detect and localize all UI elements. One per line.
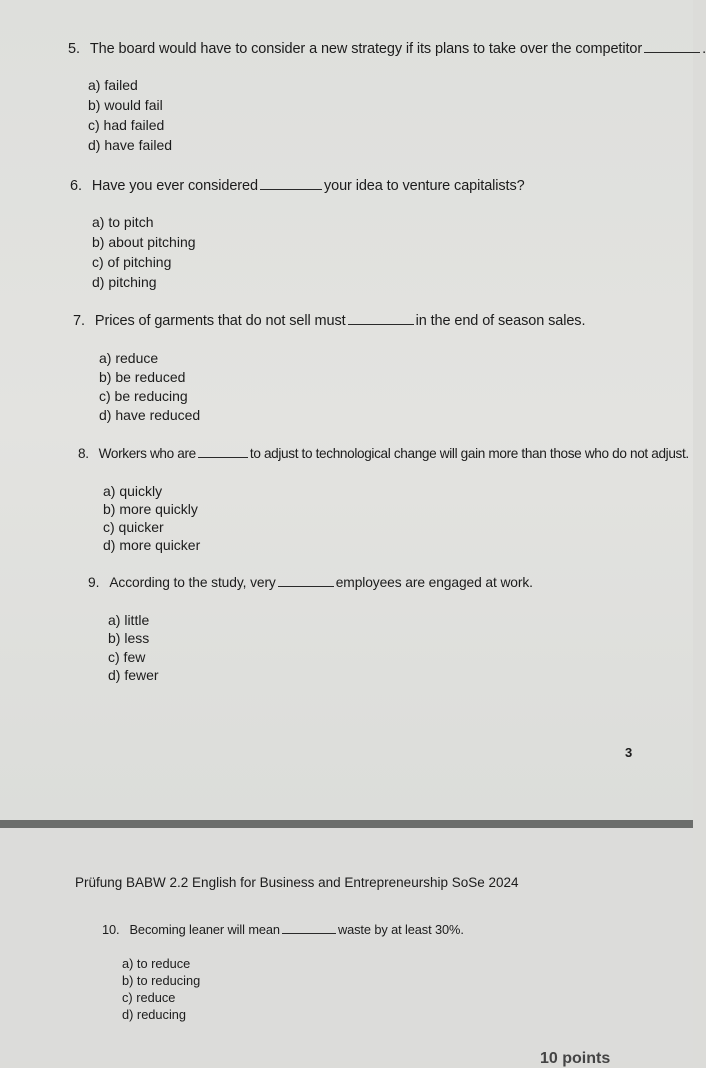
option-b: b) more quickly [103, 501, 198, 517]
answer-blank [348, 312, 414, 325]
option-d: d) more quicker [103, 537, 201, 553]
question-text-before: Becoming leaner will mean [129, 922, 280, 937]
question-text-after: employees are engaged at work. [335, 575, 533, 590]
option-b: b) would fail [88, 97, 163, 113]
question-number: 9. [88, 575, 100, 590]
question-5 [68, 40, 706, 57]
second-page [0, 828, 693, 1067]
option-c: c) reduce [122, 990, 176, 1005]
question-number: 7. [73, 313, 85, 329]
answer-blank [260, 177, 322, 190]
answer-blank [644, 40, 700, 53]
option-b: b) to reducing [122, 973, 201, 988]
option-d: d) fewer [108, 667, 159, 683]
question-text-after: in the end of season sales. [415, 313, 586, 329]
option-c: c) few [108, 649, 146, 665]
option-a: a) to pitch [92, 214, 154, 230]
second-page-header: Prüfung BABW 2.2 English for Business and Entrepreneurship SoSe 2024 [75, 875, 519, 890]
question-7 [73, 312, 585, 329]
question-number: 10. [102, 922, 120, 937]
cut-off-points-text: 10 points [540, 1050, 611, 1067]
option-d: d) have failed [88, 137, 173, 153]
option-c: c) of pitching [92, 254, 172, 270]
answer-blank [278, 574, 334, 587]
answer-blank [198, 445, 248, 458]
question-8 [78, 445, 689, 461]
question-text-after: your idea to venture capitalists? [323, 178, 525, 194]
cut-off-top-text [0, 0, 693, 10]
answer-blank [282, 921, 336, 934]
question-10 [102, 921, 464, 937]
question-6 [70, 177, 525, 194]
question-number: 6. [70, 178, 82, 194]
question-text-after: to adjust to technological change will gain more than those who do not adjust. [249, 446, 689, 461]
question-text-before: Workers who are [98, 446, 196, 461]
option-d: d) pitching [92, 274, 157, 290]
option-a: a) reduce [99, 350, 159, 366]
question-text-before: Have you ever considered [91, 178, 258, 194]
page-number: 3 [625, 745, 633, 760]
option-d: d) reducing [122, 1007, 187, 1022]
option-d: d) have reduced [99, 407, 201, 423]
option-c: c) had failed [88, 117, 165, 133]
option-a: a) failed [88, 77, 138, 93]
option-a: a) quickly [103, 483, 163, 499]
question-text-after: waste by at least 30%. [337, 922, 464, 937]
question-number: 8. [78, 446, 89, 461]
question-text-after: . [702, 41, 706, 57]
question-text-before: The board would have to consider a new strategy if its plans to take over the competitor [89, 41, 643, 57]
question-text-before: According to the study, very [109, 575, 276, 590]
question-9 [88, 574, 533, 590]
page-divider [0, 820, 693, 828]
question-number: 5. [68, 41, 80, 57]
option-b: b) be reduced [99, 369, 186, 385]
option-b: b) about pitching [92, 234, 196, 250]
question-text-before: Prices of garments that do not sell must [94, 313, 346, 329]
option-b: b) less [108, 630, 150, 646]
option-c: c) quicker [103, 519, 164, 535]
option-a: a) to reduce [122, 956, 191, 971]
option-c: c) be reducing [99, 388, 188, 404]
option-a: a) little [108, 612, 150, 628]
